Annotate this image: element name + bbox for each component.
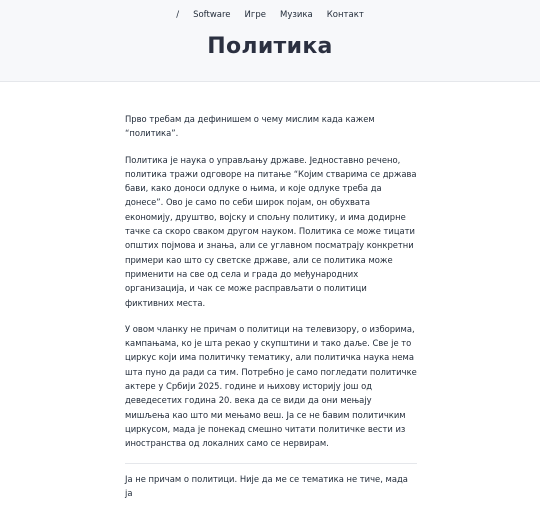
top-nav	[0, 10, 540, 20]
article-paragraph: Прво требам да дефинишем о чему мислим када кажем “политика”.	[125, 114, 375, 139]
article-paragraph: У овом чланку не причам о политици на телевизору, о изборима, кампањама, ко је шта рекао у скупштини и тако даље. Све је то циркус који има политичку тематику, али политичка наука нема шта пуно да ради са тим. Потребно је само погледати политичке актере у Србији 2025. године и њихову историју још од деведесетих година 20. века да се види да они мењају мишљења као што ми мењамо веш. Ја се не бавим политичким циркусом, мада је понекад смешно читати политичке вести из иностранства од локалних само се нервирам.	[125, 323, 417, 449]
nav-item-contact[interactable]: Контакт	[326, 10, 364, 20]
nav-item-music[interactable]: Музика	[280, 10, 313, 20]
nav-item-home[interactable]: /	[176, 10, 180, 20]
section-divider	[125, 463, 417, 464]
article-paragraph: Ја не причам о политици. Није да ме се тематика не тиче, мада ја	[125, 473, 408, 498]
article-body	[125, 112, 417, 512]
page-title: Политика	[207, 34, 333, 59]
nav-item-games[interactable]: Игре	[244, 10, 266, 20]
site-header	[0, 0, 540, 82]
nav-item-software[interactable]: Software	[193, 10, 231, 20]
article-paragraph: Политика је наука о управљању државе. Једноставно речено, политика тражи одговоре на питање “Којим стварима се држава бави, како доноси одлуке о њима, и које одлуке треба да донесе”. Ово је само по себи широк појам, он обухвата економију, друштво, војску и спољну политику, и има додирне тачке са скоро сваком другом науком. Политика се може тицати општих појмова и знања, али се углавном посматрају конкретни примери као што су светске државе, али се политика може применити на све од села и града до међународних организација, и чак се може расправљати о политици фиктивних места.	[125, 154, 417, 308]
